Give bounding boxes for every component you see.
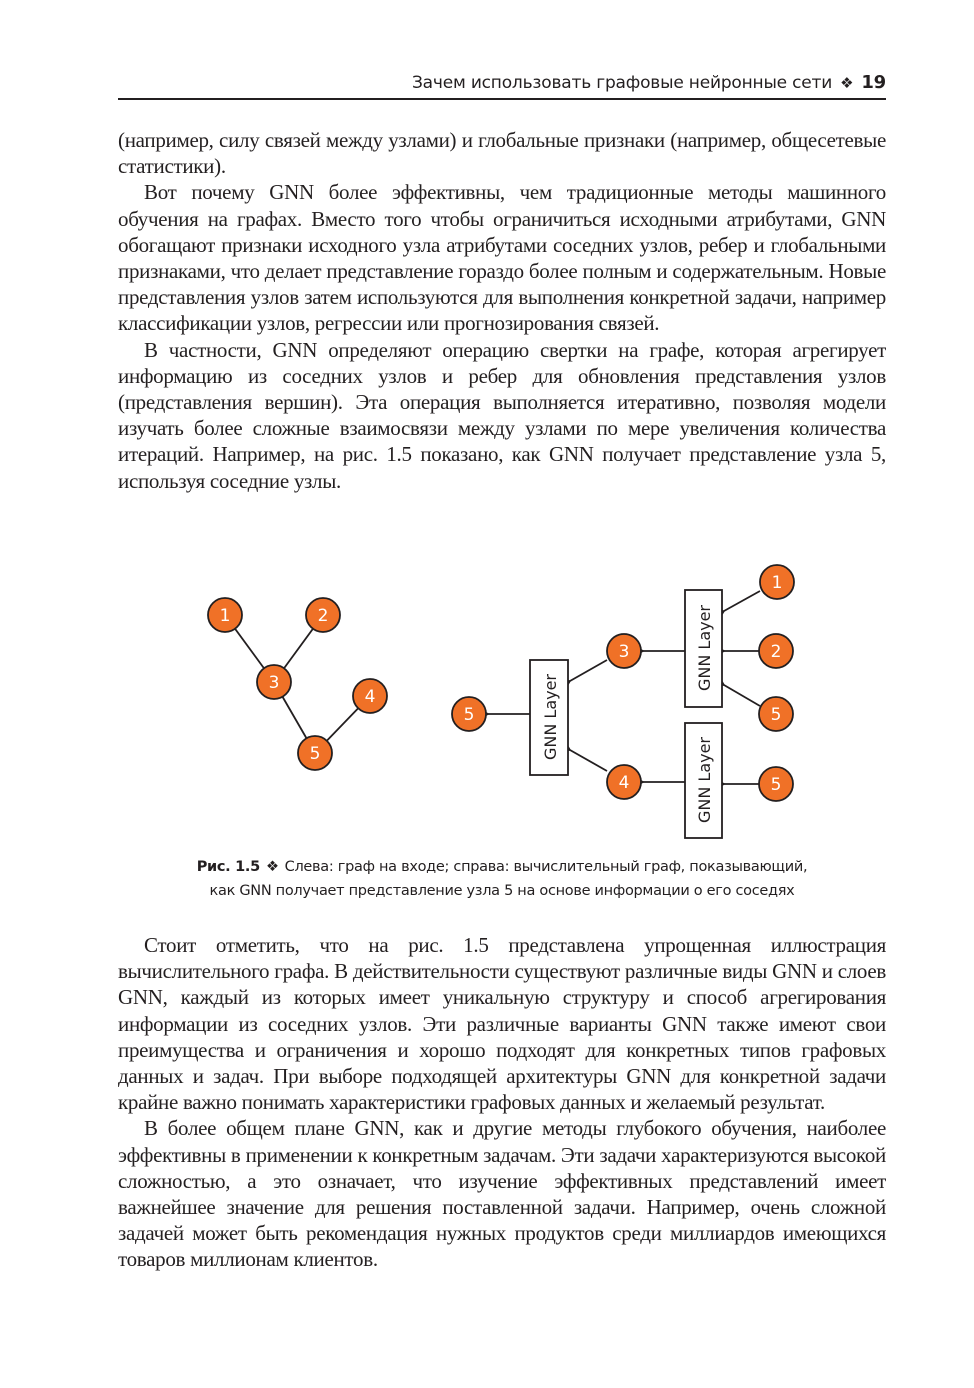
svg-text:1: 1 (219, 606, 231, 626)
paragraph: (например, силу связей между узлами) и глобальные признаки (например, общесетевые статистики). (118, 128, 886, 179)
svg-text:5: 5 (770, 775, 782, 795)
graph-node (298, 736, 332, 770)
graph-node (759, 634, 793, 668)
svg-text:2: 2 (317, 606, 329, 626)
svg-text:5: 5 (463, 705, 475, 725)
caption-line-2: как GNN получает представление узла 5 на основе информации о его соседях (209, 883, 795, 899)
gnn-layer-box (685, 590, 722, 707)
svg-text:4: 4 (618, 773, 630, 793)
paragraph: В частности, GNN определяют операцию свертки на графе, которая агрегирует информацию из соседних узлов и ребер для обновления представления узлов (представления вершин). Эта операция выполняется итеративно, позволяя модели изучать более сложные взаимосвязи между узлами по мере увеличения количества итераций. Например, на рис. 1.5 показано, как GNN получает представление узла 5, используя соседние узлы. (118, 337, 886, 493)
graph-node (759, 697, 793, 731)
gnn-layer-box (530, 660, 568, 775)
graph-node (759, 767, 793, 801)
running-header (118, 68, 886, 100)
figure-1-5 (0, 560, 974, 850)
running-title: Зачем использовать графовые нейронные сети (411, 73, 833, 93)
svg-text:GNN Layer: GNN Layer (695, 604, 714, 692)
svg-text:5: 5 (309, 744, 321, 764)
graph-node (452, 697, 486, 731)
body-text-top (118, 127, 886, 494)
figure-caption (118, 855, 886, 903)
diamond-separator-icon: ❖ (840, 74, 854, 92)
graph-node (353, 679, 387, 713)
paragraph: Вот почему GNN более эффективны, чем традиционные методы машинного обучения на графах. Вместо того чтобы ограничиться исходными атрибутами, GNN обогащают признаки исходного узла атрибутами соседних узлов, ребер и глобальными признаками, что делает представление гораздо более полным и содержательным. Новые представления узлов затем используются для выполнения конкретной задачи, например классификации узлов, регрессии или прогнозирования связей. (118, 180, 886, 336)
svg-text:GNN Layer: GNN Layer (541, 673, 560, 761)
caption-label: Рис. 1.5 (196, 859, 260, 875)
left-graph-nodes (208, 598, 387, 770)
left-graph-edges (225, 615, 370, 753)
caption-line-1 (118, 855, 886, 879)
running-header-text (412, 72, 886, 93)
gnn-layer-box (685, 723, 722, 838)
graph-node (760, 565, 794, 599)
graph-node (257, 665, 291, 699)
diamond-separator-icon: ❖ (265, 859, 279, 875)
svg-text:GNN Layer: GNN Layer (695, 736, 714, 824)
paragraph: В более общем плане GNN, как и другие методы глубокого обучения, наиболее эффективны в применении к конкретным задачам. Эти задачи характеризуются высокой сложностью, а это означает, что изучение эффективных представлений имеет важнейшее значение для решения поставленной задачи. Например, очень сложной задачей может быть рекомендация нужных продуктов среди миллиардов имеющихся товаров миллионам клиентов. (118, 1116, 886, 1272)
svg-text:3: 3 (268, 673, 280, 693)
graph-node (306, 598, 340, 632)
body-text-bottom (118, 932, 886, 1273)
graph-node (607, 634, 641, 668)
svg-text:4: 4 (364, 687, 376, 707)
page-number: 19 (861, 72, 886, 93)
svg-text:3: 3 (618, 642, 630, 662)
caption-text-1: Слева: граф на входе; справа: вычислительный граф, показывающий, (284, 859, 808, 875)
svg-text:5: 5 (770, 705, 782, 725)
paragraph: Стоит отметить, что на рис. 1.5 представлена упрощенная иллюстрация вычислительного графа. В действительности существуют различные виды GNN и слоев GNN, каждый из которых имеет уникальную структуру и способ агрегирования информации из соседних узлов. Эти различные варианты GNN также имеют свои преимущества и ограничения и хорошо подходят для конкретных типов графовых данных и задач. При выборе подходящей архитектуры GNN для конкретной задачи крайне важно понимать характеристики графовых данных и желаемый результат. (118, 933, 886, 1115)
graph-node (208, 598, 242, 632)
svg-text:1: 1 (771, 573, 783, 593)
svg-text:2: 2 (770, 642, 782, 662)
graph-node (607, 765, 641, 799)
